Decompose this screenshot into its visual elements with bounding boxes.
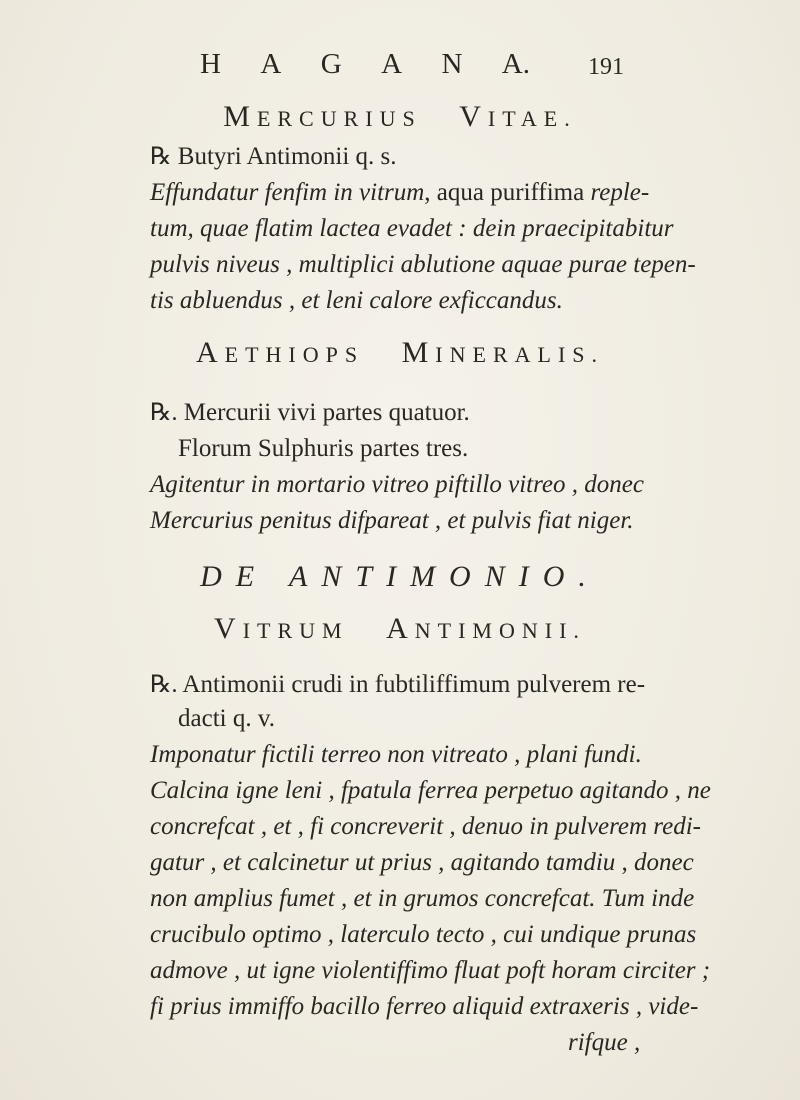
recipe-symbol-icon: ℞ xyxy=(150,144,172,170)
body-line: Agitentur in mortario vitreo piftillo vitreo , donec xyxy=(150,471,644,498)
heading-text: NTIMONII. xyxy=(414,618,586,643)
body-line: tis abluendus , et leni calore exficcandus. xyxy=(150,287,563,314)
running-title-letter: H xyxy=(200,48,221,80)
body-text: Mercurii vivi partes quatuor. xyxy=(183,399,470,426)
heading-text: ITAE. xyxy=(487,106,577,131)
recipe-line xyxy=(150,670,645,700)
body-line: Calcina igne leni , fpatula ferrea perpetuo agitando , ne xyxy=(150,777,711,804)
chapter-heading-de-antimonio: DE ANTIMONIO. xyxy=(200,560,600,593)
body-line: dacti q. v. xyxy=(178,705,275,732)
body-text: Butyri Antimonii q. s. xyxy=(177,143,397,170)
italic-text: tum xyxy=(150,215,188,242)
body-text: , aqua puriffima xyxy=(424,179,585,206)
recipe-symbol-icon: ℞. xyxy=(150,672,178,698)
recipe-line xyxy=(150,398,470,428)
heading-initial: V xyxy=(459,100,488,133)
heading-text: INERALIS. xyxy=(435,342,605,367)
italic-text: Effundatur fenfim in vitrum xyxy=(150,179,425,206)
heading-initial: M xyxy=(401,336,436,369)
italic-text: , quae flatim lactea evadet : dein praecipitabitur xyxy=(187,215,674,242)
body-line: pulvis niveus , multiplici ablutione aquae purae tepen- xyxy=(150,251,696,278)
body-line: Florum Sulphuris partes tres. xyxy=(178,435,469,462)
body-line: admove , ut igne violentiffimo fluat poft horam circiter ; xyxy=(150,957,711,984)
recipe-line xyxy=(150,142,397,172)
section-heading-mercurius-vitae xyxy=(0,100,800,134)
section-heading-vitrum-antimonii xyxy=(0,612,800,646)
body-line: non amplius fumet , et in grumos concrefcat. Tum inde xyxy=(150,885,695,912)
body-text: Antimonii crudi in fubtiliffimum pulverem re- xyxy=(182,671,646,698)
heading-initial: A xyxy=(386,612,415,645)
body-line: Imponatur fictili terreo non vitreato , plani fundi. xyxy=(150,741,642,768)
body-line: Mercurius penitus difpareat , et pulvis fiat niger. xyxy=(150,507,634,534)
body-line: gatur , et calcinetur ut prius , agitando tamdiu , donec xyxy=(150,849,694,876)
recipe-symbol-icon: ℞. xyxy=(150,400,178,426)
italic-text: reple- xyxy=(590,179,650,206)
running-title-letter: A. xyxy=(501,48,530,80)
running-title-letter: A xyxy=(381,48,403,80)
body-line xyxy=(150,214,674,244)
heading-initial: V xyxy=(214,612,243,645)
running-title xyxy=(200,48,530,81)
catchword: rifque , xyxy=(568,1029,641,1056)
running-title-letter: N xyxy=(441,48,463,80)
heading-text: ETHIOPS xyxy=(224,342,365,367)
page-header xyxy=(0,48,800,88)
running-title-letter: A xyxy=(260,48,282,80)
heading-text: ITRUM xyxy=(242,618,349,643)
body-line: fi prius immiffo bacillo ferreo aliquid extraxeris , vide- xyxy=(150,993,699,1020)
body-line xyxy=(150,178,649,208)
body-line: crucibulo optimo , laterculo tecto , cui undique prunas xyxy=(150,921,697,948)
page-number: 191 xyxy=(588,54,624,80)
heading-initial: A xyxy=(195,336,225,369)
running-title-letter: G xyxy=(320,48,342,80)
section-heading-aethiops-mineralis xyxy=(0,336,800,370)
heading-text: ERCURIUS xyxy=(256,106,422,131)
body-line: concrefcat , et , fi concreverit , denuo in pulverem redi- xyxy=(150,813,701,840)
heading-initial: M xyxy=(223,100,257,133)
